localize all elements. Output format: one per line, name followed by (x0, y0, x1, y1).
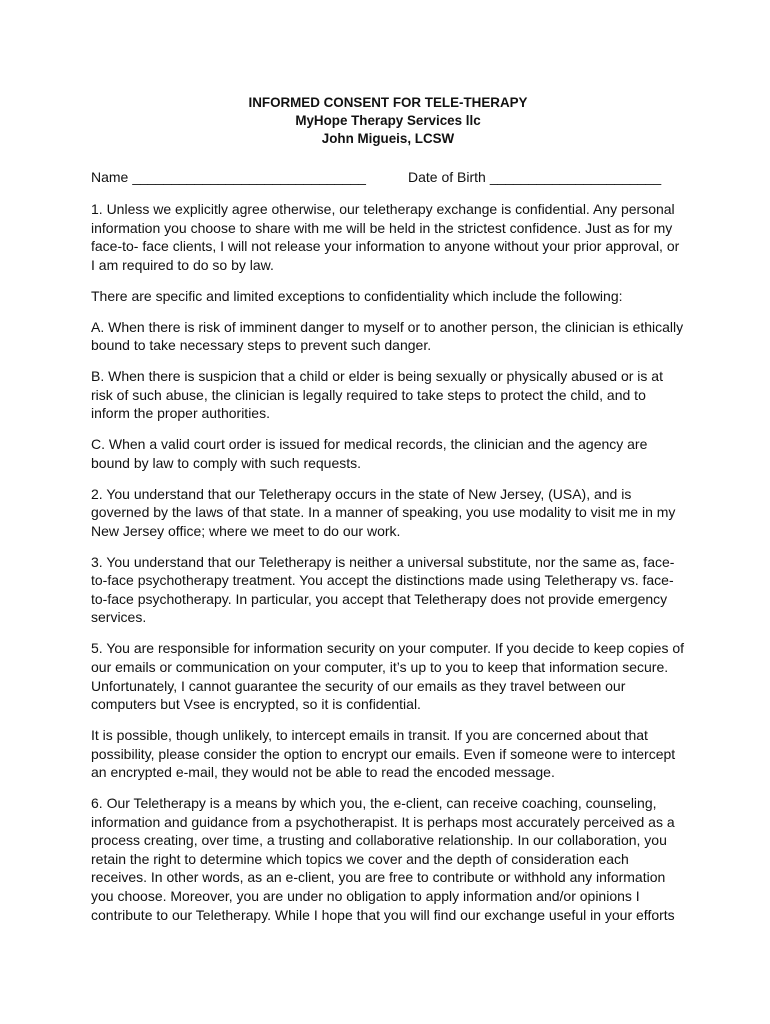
paragraph-exceptions-intro: There are specific and limited exceptions to confidentiality which include the following: (91, 287, 623, 304)
paragraph-jurisdiction: 2. You understand that our Teletherapy occurs in the state of New Jersey, (USA), and is governed by the laws of that state. In a manner of speaking, you use modality to visit me in my New Jersey office; where we meet to do our work. (91, 485, 676, 539)
consent-body (91, 200, 684, 924)
paragraph-security: 5. You are responsible for information security on your computer. If you decide to keep copies of our emails or communication on your computer, it’s up to you to keep that information secure. Unfortunately, I cannot guarantee the security of our emails as they travel between our computers but Vsee is encrypted, so it is confidential. (91, 640, 685, 713)
paragraph-confidentiality: 1. Unless we explicitly agree otherwise, our teletherapy exchange is confidential. Any personal information you choose to share with me will be held in the strictest confidence. Just as for my face-to- face clients, I will not release your information to anyone without your prior approval, or I am required to do so by law. (91, 201, 680, 273)
name-label: Name (91, 169, 129, 185)
document-header (92, 94, 684, 148)
clinician-name: John Migueis, LCSW (321, 131, 455, 146)
organization-name: MyHope Therapy Services llc (295, 113, 481, 128)
paragraph-exception-c: C. When a valid court order is issued for medical records, the clinician and the agency are bound by law to comply with such requests. (91, 436, 648, 471)
paragraph-exception-b: B. When there is suspicion that a child or elder is being sexually or physically abused or is at risk of such abuse, the clinician is legally required to take steps to protect the child, and to inform the proper authorities. (91, 368, 663, 422)
name-field[interactable] (91, 168, 366, 186)
paragraph-not-substitute: 3. You understand that our Teletherapy is neither a universal substitute, nor the same as, face-to-face psychotherapy treatment. You accept the distinctions made using Teletherapy vs. face-to-face psychotherapy. In particular, you accept that Teletherapy does not provide emergency services. (91, 553, 675, 626)
paragraph-collaboration: 6. Our Teletherapy is a means by which you, the e-client, can receive coaching, counseling, information and guidance from a psychotherapist. It is perhaps most accurately perceived as a process creating, over time, a trusting and collaborative relationship. In our collaboration, you retain the right to determine which topics we cover and the depth of consideration each receives. In other words, as an e-client, you are free to contribute or withhold any information you choose. Moreover, you are under no obligation to apply information and/or opinions I contribute to our Teletherapy. While I hope that you will find our exchange useful in your efforts (91, 795, 675, 923)
date-of-birth-label: Date of Birth (408, 169, 486, 185)
name-blank-line[interactable]: ______________________________ (132, 169, 366, 185)
paragraph-exception-a: A. When there is risk of imminent danger to myself or to another person, the clinician is ethically bound to take necessary steps to prevent such danger. (91, 318, 684, 354)
document-title: INFORMED CONSENT FOR TELE-THERAPY (248, 95, 528, 110)
date-of-birth-blank-line[interactable]: ______________________ (489, 169, 662, 185)
date-of-birth-field[interactable] (408, 168, 661, 186)
client-fields-row (91, 168, 684, 186)
paragraph-encryption: It is possible, though unlikely, to intercept emails in transit. If you are concerned about that possibility, please consider the option to encrypt our emails. Even if someone were to intercept an encrypted e-mail, they would not be able to read the encoded message. (91, 727, 676, 781)
